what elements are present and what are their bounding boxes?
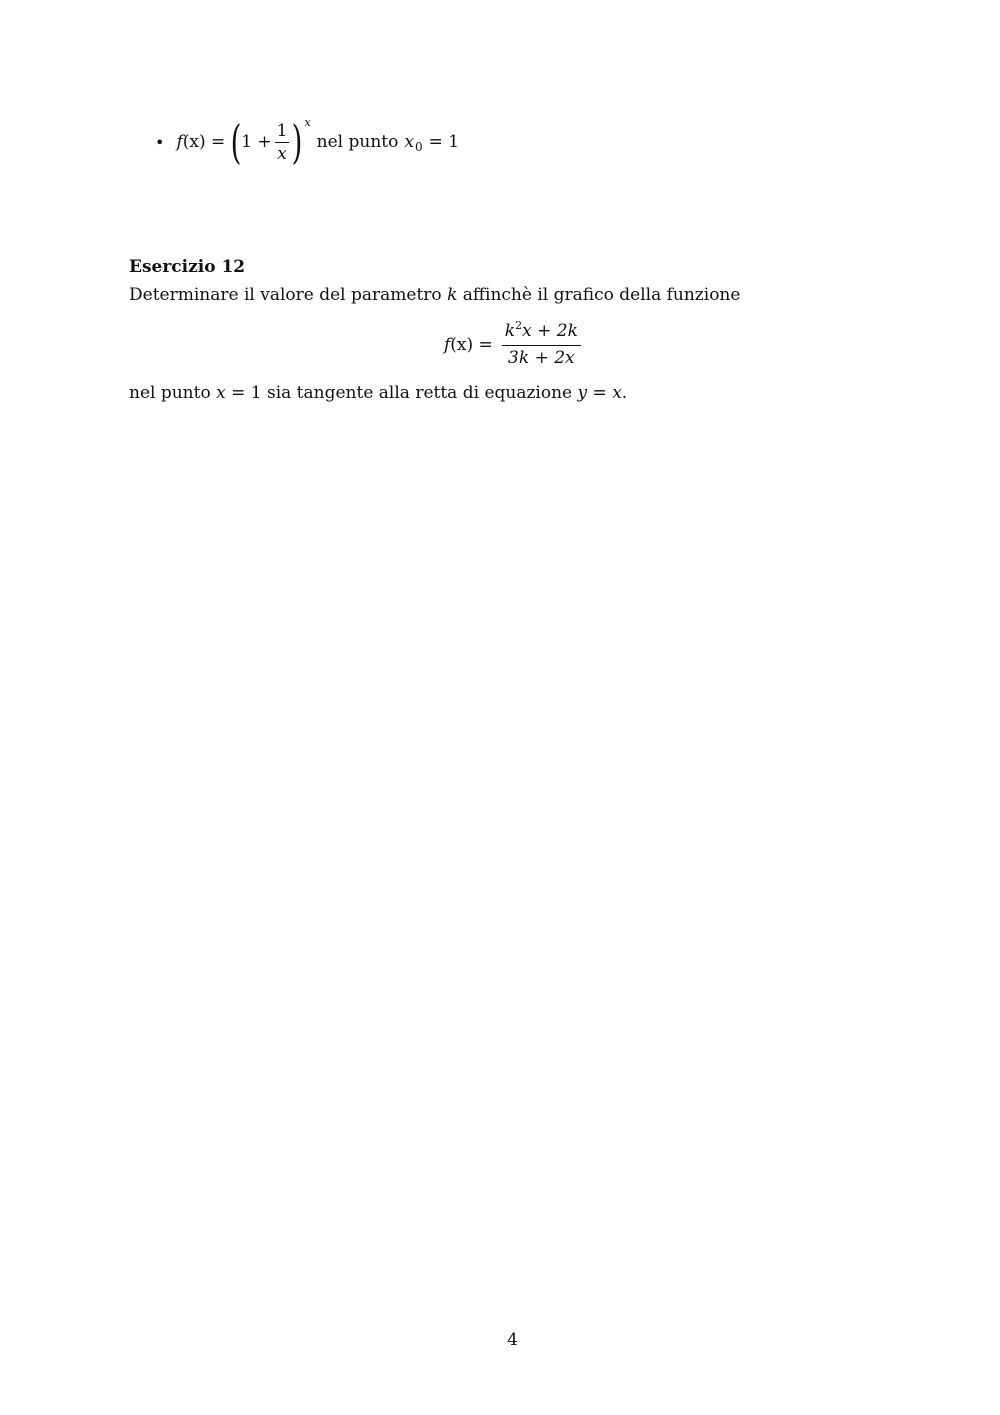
exercise-heading: Esercizio 12: [129, 257, 246, 277]
equation-numerator: [502, 319, 581, 346]
exercise-condition: [129, 383, 627, 403]
close-parenthesis: ): [292, 115, 303, 169]
point-variable: x: [404, 132, 414, 152]
one-plus: 1 +: [241, 132, 272, 152]
open-parenthesis: (: [230, 115, 242, 169]
prompt-text-1: Determinare il valore del parametro: [129, 285, 442, 305]
equation-function-name: f: [444, 334, 451, 355]
page-number: 4: [507, 1330, 518, 1350]
condition-y: y: [577, 383, 588, 403]
function-argument: (x) =: [182, 132, 226, 152]
display-equation: [444, 319, 584, 368]
fraction-one-over-x: [275, 122, 290, 163]
equation-denominator: 3k + 2x: [508, 348, 575, 368]
bullet-point: •: [155, 132, 165, 152]
prompt-text-2: affinchè il grafico della funzione: [462, 285, 741, 305]
equation-fraction: [502, 319, 581, 368]
parameter-k: k: [447, 285, 458, 305]
condition-period: .: [621, 383, 628, 403]
condition-x: x: [216, 383, 226, 403]
exponent: x: [304, 115, 311, 129]
equation-lhs-rest: (x) =: [450, 334, 493, 355]
numerator-k: k: [504, 321, 516, 341]
fraction-numerator: 1: [276, 120, 288, 141]
point-value: = 1: [428, 132, 460, 152]
bullet-formula-line: [155, 112, 459, 172]
exercise-prompt: [129, 285, 740, 305]
nel-punto-text: nel punto: [316, 132, 399, 152]
point-subscript: 0: [414, 140, 423, 154]
numerator-rest: x + 2k: [522, 321, 578, 341]
condition-equals: =: [592, 383, 607, 403]
function-name: f: [176, 132, 183, 152]
condition-x2: x: [612, 383, 622, 403]
numerator-exponent: 2: [515, 319, 523, 332]
condition-text-2: = 1 sia tangente alla retta di equazione: [231, 383, 573, 403]
fraction-denominator: x: [277, 143, 287, 164]
condition-text-1: nel punto: [129, 383, 211, 403]
